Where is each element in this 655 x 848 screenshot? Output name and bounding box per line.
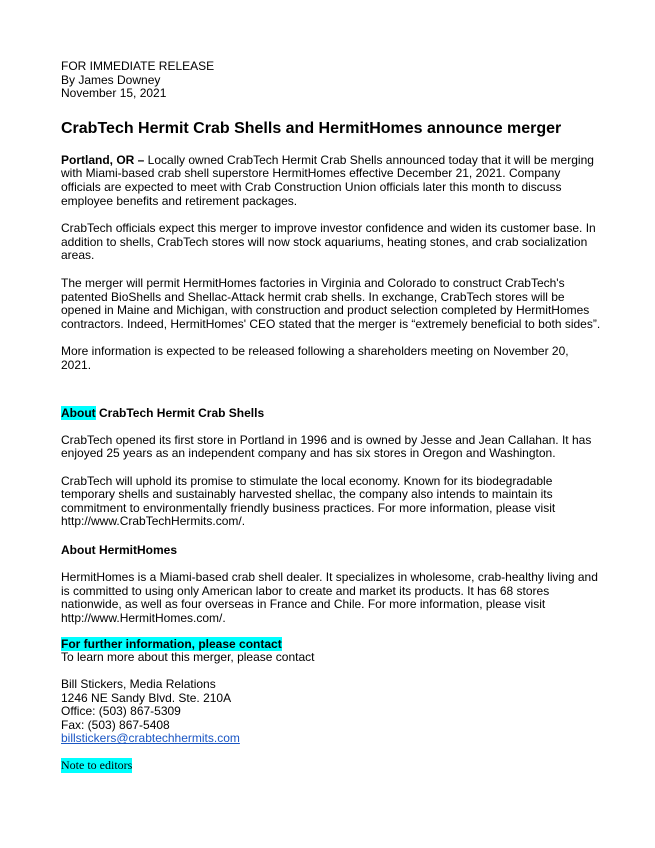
contact-fax: Fax: (503) 867-5408 [61, 717, 170, 732]
release-date: November 15, 2021 [61, 86, 167, 101]
dateline: Portland, OR – [61, 152, 145, 167]
release-header [61, 60, 601, 101]
page-title: CrabTech Hermit Crab Shells and HermitHomes announce merger [61, 119, 562, 137]
contact-email-line [61, 732, 601, 746]
body-paragraph-3: The merger will permit HermitHomes factories in Virginia and Colorado to construct CrabTech's patented BioShells and Shellac-Attack hermit crab shells. In exchange, CrabTech stores will be opened in Maine and Michigan, with construction and product selection completed by HermitHomes contractors. Indeed, HermitHomes' CEO stated that the merger is “extremely beneficial to both sides”. [61, 275, 601, 331]
body-paragraph-1 [61, 154, 601, 208]
about-highlight: About [61, 405, 96, 420]
about-crabtech-paragraph-2: CrabTech will uphold its promise to stimulate the local economy. Known for its biodegradable temporary shells and sustainably harvested shellac, the company also intends to maintain its commitment to environmentally friendly business practices. For more information, please visit http://www.CrabTechHermits.com/. [61, 473, 556, 529]
about-crabtech-paragraph-1: CrabTech opened its first store in Portland in 1996 and is owned by Jesse and Jean Callahan. It has enjoyed 25 years as an independent company and has six stores in Oregon and Washington. [61, 432, 592, 461]
press-release-page [61, 60, 601, 773]
contact-heading-text: For further information, please contact [61, 637, 282, 652]
contact-details [61, 678, 601, 746]
note-to-editors: Note to editors [61, 758, 133, 772]
byline: By James Downey [61, 72, 161, 87]
contact-address: 1246 NE Sandy Blvd. Ste. 210A [61, 690, 232, 705]
about-hermithomes-paragraph: HermitHomes is a Miami-based crab shell dealer. It specializes in wholesome, crab-healthy living and is committed to using only American labor to create and market its products. It has 68 stores nationwide, as well as four overseas in France and Chile. For more information, please visit http://www.HermitHomes.com/. [61, 570, 598, 625]
about-crabtech-heading [61, 406, 601, 420]
about-crabtech-heading-text: CrabTech Hermit Crab Shells [95, 405, 265, 420]
body-paragraph-4: More information is expected to be released following a shareholders meeting on November 20, 2021. [61, 344, 569, 372]
body-paragraph-2: CrabTech officials expect this merger to improve investor confidence and widen its customer base. In addition to shells, CrabTech stores will now stock aquariums, heating stones, and crab socialization areas. [61, 221, 596, 263]
contact-heading [61, 637, 601, 651]
contact-intro: To learn more about this merger, please contact [61, 650, 315, 665]
contact-office-phone: Office: (503) 867-5309 [61, 704, 181, 719]
contact-name: Bill Stickers, Media Relations [61, 677, 216, 692]
body-paragraph-1-text: Locally owned CrabTech Hermit Crab Shells announced today that it will be merging with Miami-based crab shell superstore HermitHomes effective December 21, 2021. Company officials are expected to meet with Crab Construction Union officials later this month to discuss employee benefits and retirement packages. [61, 152, 594, 208]
contact-email-link[interactable]: billstickers@crabtechhermits.com [61, 731, 240, 746]
about-hermithomes-heading: About HermitHomes [61, 543, 178, 558]
release-label: FOR IMMEDIATE RELEASE [61, 59, 215, 73]
